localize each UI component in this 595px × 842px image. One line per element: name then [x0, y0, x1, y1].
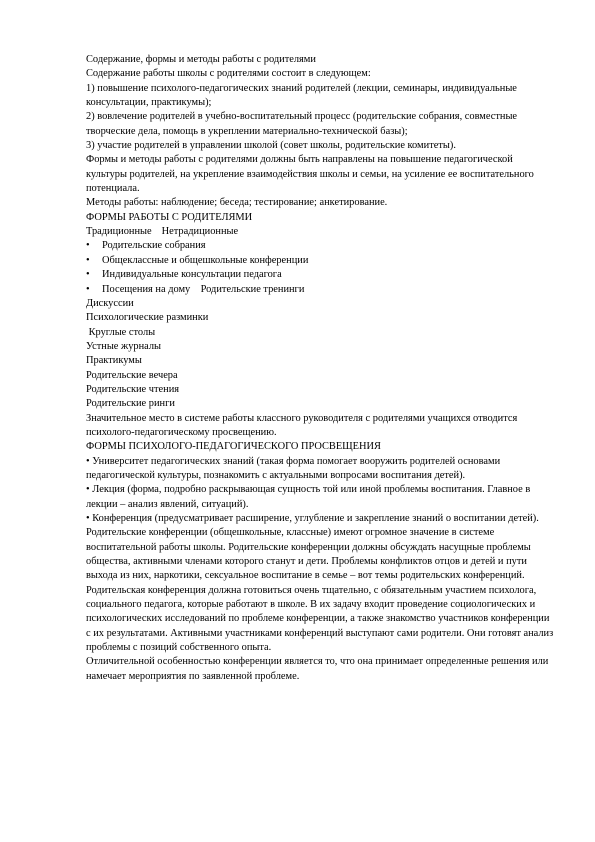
list-item: Круглые столы [86, 326, 156, 338]
list-item: Родительские чтения [86, 383, 180, 395]
content-item-3: 3) участие родителей в управлении школой (совет школы, родительские комитеты). [86, 140, 456, 152]
forms-heading: ФОРМЫ РАБОТЫ С РОДИТЕЛЯМИ [86, 211, 253, 223]
document-page [86, 53, 556, 684]
bullet-text: Индивидуальные консультации педагога [102, 269, 282, 281]
list-item: Родительские ринги [86, 398, 175, 410]
bullet-mark: • [86, 240, 90, 252]
conference-paragraph-2: Родительская конференция должна готовиться очень тщательно, с обязательным участием психолога, социального педагога, которые работают в школе. В их задачу входит проведение социологических и психологических исследований по проблеме конференции, а также знакомство участников конференции с их результатами. Активными участниками конференций выступают сами родители. Они готовят анализ проблемы с позиций собственного опыта. [86, 584, 554, 654]
conference-paragraph-1: Родительские конференции (общешкольные, классные) имеют огромное значение в системе воспитательной работы школы. Родительские конференции должны обсуждать насущные проблемы общества, активными членами которого станут и дети. Проблемы конфликтов отцов и детей и пути выхода из них, наркотики, сексуальное воспитание в семье – вот темы родительских конференций. [86, 527, 531, 582]
content-item-2: 2) вовлечение родителей в учебно-воспитательный процесс (родительские собрания, совместные творческие дела, помощь в укреплении материально-технической базы); [86, 111, 518, 137]
content-item-1: 1) повышение психолого-педагогических знаний родителей (лекции, семинары, индивидуальные консультации, практикумы); [86, 82, 517, 109]
forms-methods-paragraph: Формы и методы работы с родителями должны быть направлены на повышение педагогической культуры родителей, на укрепление взаимодействия школы и семьи, на усиление ее воспитательного потенциала. [86, 154, 534, 195]
list-item [86, 254, 556, 268]
form-types-row [86, 225, 556, 239]
bullet-text: Посещения на дому Родительские тренинги [102, 283, 305, 295]
edu-form-conference: • Конференция (предусматривает расширение, углубление и закрепление знаний о воспитании детей). [86, 513, 539, 524]
bullet-mark: • [86, 269, 90, 281]
list-item [86, 268, 556, 282]
intro-line: Содержание работы школы с родителями состоит в следующем: [86, 68, 371, 80]
bullet-text: Родительские собрания [102, 240, 206, 252]
edu-form-university: • Университет педагогических знаний (такая форма помогает вооружить родителей основами педагогической культуры, познакомить с актуальными вопросами воспитания детей). [86, 455, 501, 481]
education-intro-paragraph: Значительное место в системе работы классного руководителя с родителями учащихся отводится психолого-педагогическому просвещению. [86, 412, 518, 438]
nontraditional-label: Нетрадиционные [161, 226, 239, 238]
list-item: Родительские вечера [86, 369, 178, 381]
bullet-mark: • [86, 254, 90, 266]
list-item [86, 283, 556, 297]
education-heading: ФОРМЫ ПСИХОЛОГО-ПЕДАГОГИЧЕСКОГО ПРОСВЕЩЕНИЯ [86, 441, 381, 453]
bullet-text: Общеклассные и общешкольные конференции [102, 254, 309, 266]
list-item: Практикумы [86, 355, 142, 367]
list-item: Устные журналы [86, 340, 162, 352]
bullet-mark: • [86, 283, 90, 295]
methods-line: Методы работы: наблюдение; беседа; тестирование; анкетирование. [86, 197, 388, 209]
list-item: Психологические разминки [86, 312, 209, 324]
edu-form-lecture: • Лекция (форма, подробно раскрывающая сущность той или иной проблемы воспитания. Главное в лекции – анализ явлений, ситуаций). [86, 484, 531, 510]
list-item [86, 239, 556, 253]
conference-paragraph-3: Отличительной особенностью конференции является то, что она принимает определенные решения или намечает мероприятия по заявленной проблеме. [86, 656, 549, 682]
traditional-label: Традиционные [86, 226, 152, 238]
document-title: Содержание, формы и методы работы с родителями [86, 54, 316, 65]
list-item: Дискуссии [86, 297, 134, 309]
